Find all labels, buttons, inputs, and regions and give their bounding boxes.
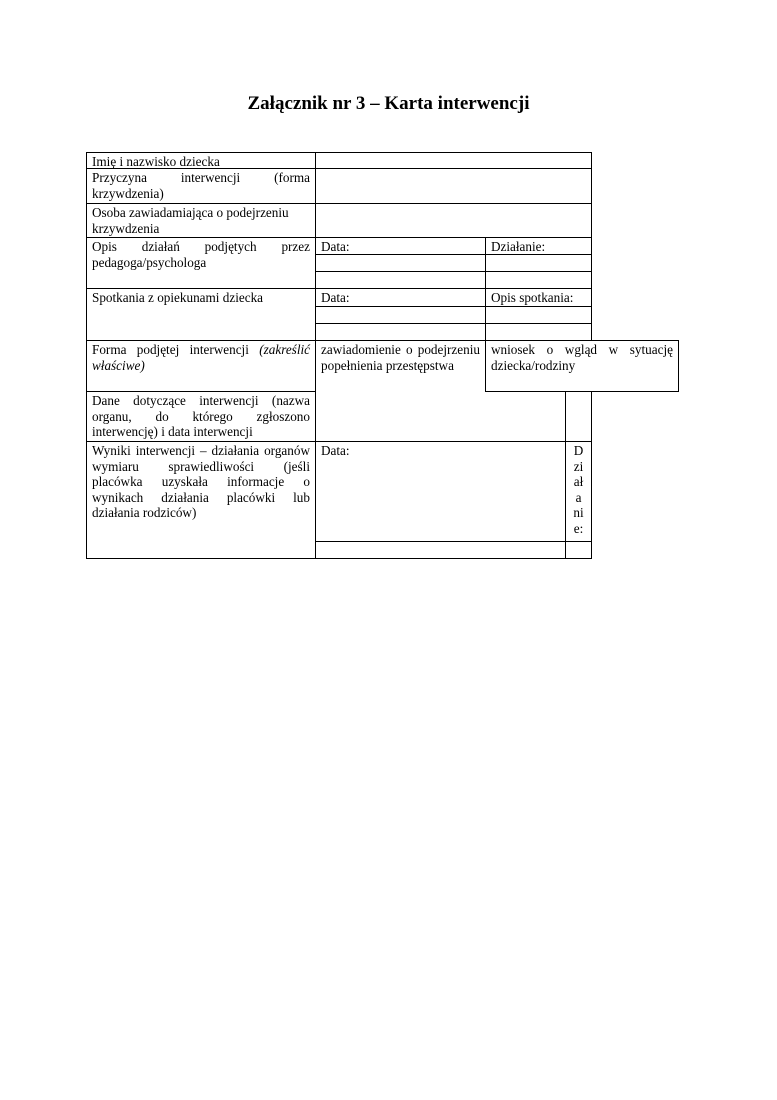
reason-value[interactable] bbox=[316, 169, 591, 203]
meetings-desc-header: Opis spotkania: bbox=[491, 290, 574, 305]
row-divider bbox=[315, 271, 592, 272]
form-label bbox=[87, 341, 315, 391]
table-border-right bbox=[591, 152, 592, 341]
form-label-main: Forma podjętej interwencji bbox=[92, 342, 260, 357]
actions-date-header: Data: bbox=[321, 239, 350, 254]
meetings-label: Spotkania z opiekunami dziecka bbox=[92, 290, 264, 305]
row-divider bbox=[315, 323, 592, 324]
row-divider bbox=[315, 254, 592, 255]
intervention-data-label: Dane dotyczące interwencji (nazwa organu, do którego zgłoszono interwencję) i data interwencji bbox=[92, 393, 310, 440]
actions-action-header: Działanie: bbox=[491, 239, 546, 254]
page-title: Załącznik nr 3 – Karta interwencji bbox=[247, 93, 530, 114]
results-date-header: Data: bbox=[321, 443, 350, 458]
actions-label: Opis działań podjętych przez pedagoga/psychologa bbox=[92, 239, 310, 270]
table-border-bottom bbox=[86, 558, 592, 559]
child-name-value[interactable] bbox=[316, 153, 591, 168]
results-label: Wyniki interwencji – działania organów wymiaru sprawiedliwości (jeśli placówka uzyskała informacje o wynikach działania placówki lub działania rodziców) bbox=[92, 443, 310, 521]
reporter-label: Osoba zawiadamiająca o podejrzeniu krzywdzenia bbox=[92, 205, 289, 236]
row-divider bbox=[315, 306, 592, 307]
results-action-header: D zi ał a ni e: bbox=[573, 443, 584, 536]
form-option-report[interactable]: zawiadomienie o podejrzeniu popełnienia przestępstwa bbox=[321, 342, 480, 373]
table-border-right-extension bbox=[678, 340, 679, 392]
form-option-request[interactable]: wniosek o wgląd w sytuację dziecka/rodziny bbox=[491, 342, 673, 373]
form-label-italic: (zakreślić właściwe) bbox=[92, 342, 310, 373]
child-name-label: Imię i nazwisko dziecka bbox=[92, 154, 220, 168]
table-border-right bbox=[591, 391, 592, 559]
reason-label: Przyczyna interwencji (forma krzywdzenia) bbox=[92, 170, 310, 201]
intervention-data-value[interactable] bbox=[316, 392, 565, 441]
row-divider bbox=[315, 541, 592, 542]
meetings-date-header: Data: bbox=[321, 290, 350, 305]
reporter-value[interactable] bbox=[316, 204, 591, 237]
